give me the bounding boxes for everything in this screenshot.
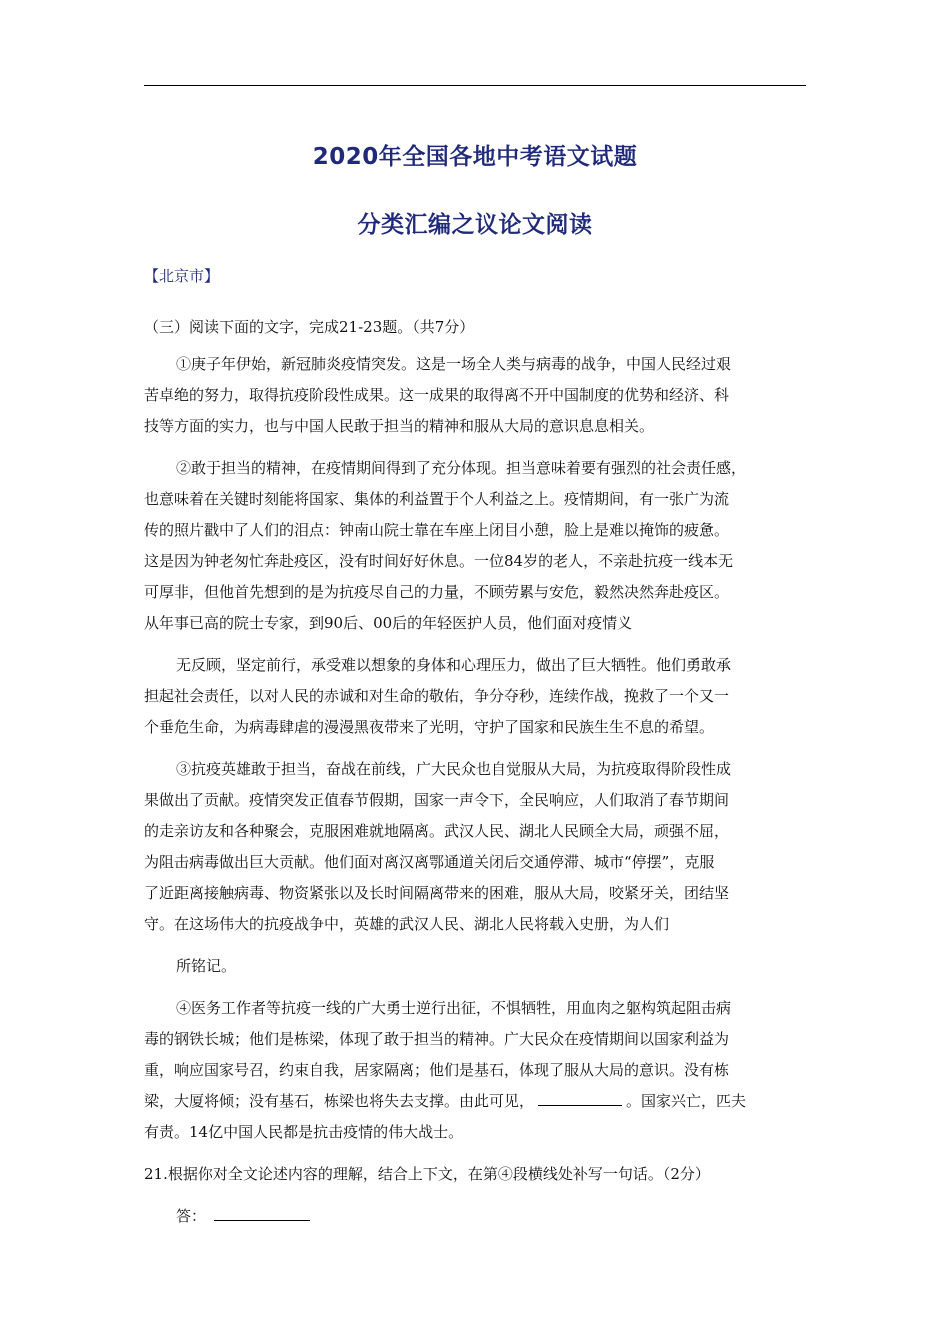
paragraph-line: 技等方面的实力，也与中国人民敢于担当的精神和服从大局的意识息息相关。: [144, 417, 655, 435]
header-rule: [144, 85, 806, 86]
paragraph-line: ②敢于担当的精神，在疫情期间得到了充分体现。担当意味着要有强烈的社会责任感，: [176, 459, 747, 477]
paragraph-line: 的走亲访友和各种聚会，克服困难就地隔离。武汉人民、湖北人民顾全大局，顽强不屈，: [144, 822, 730, 840]
paragraph-line: 无反顾，坚定前行，承受难以想象的身体和心理压力，做出了巨大牺牲。他们勇敢承: [176, 656, 732, 674]
answer-line: [176, 1206, 310, 1226]
paragraph-text: 梁，大厦将倾；没有基石，栋梁也将失去支撑。由此可见，: [144, 1092, 535, 1110]
paragraph-line: 所铭记。: [176, 957, 237, 975]
paragraph-text: 。国家兴亡，匹夫: [626, 1092, 747, 1110]
paragraph-line: 果做出了贡献。疫情突发正值春节假期，国家一声令下，全民响应，人们取消了春节期间: [144, 791, 730, 809]
region-label: 【北京市】: [144, 267, 220, 285]
document-subtitle: 分类汇编之议论文阅读: [357, 212, 593, 238]
answer-blank[interactable]: [214, 1206, 310, 1221]
question-21: 21.根据你对全文论述内容的理解，结合上下文，在第④段横线处补写一句话。（2分）: [144, 1165, 710, 1183]
answer-label: 答：: [176, 1207, 207, 1225]
paragraph-line: 这是因为钟老匆忙奔赴疫区，没有时间好好休息。一位84岁的老人，不亲赴抗疫一线本无: [144, 552, 734, 570]
reading-instruction: （三）阅读下面的文字，完成21-23题。（共7分）: [144, 318, 475, 336]
paragraph-line-with-blank: [144, 1091, 746, 1111]
paragraph-line: 从年事已高的院士专家，到90后、00后的年轻医护人员，他们面对疫情义: [144, 614, 633, 632]
paragraph-line: 也意味着在关键时刻能将国家、集体的利益置于个人利益之上。疫情期间，有一张广为流: [144, 490, 730, 508]
fill-in-blank[interactable]: [538, 1091, 622, 1106]
paragraph-line: ③抗疫英雄敢于担当，奋战在前线，广大民众也自觉服从大局，为抗疫取得阶段性成: [176, 760, 732, 778]
paragraph-line: 可厚非，但他首先想到的是为抗疫尽自己的力量，不顾劳累与安危，毅然决然奔赴疫区。: [144, 583, 730, 601]
paragraph-line: ①庚子年伊始，新冠肺炎疫情突发。这是一场全人类与病毒的战争，中国人民经过艰: [176, 355, 732, 373]
paragraph-line: 传的照片戳中了人们的泪点：钟南山院士靠在车座上闭目小憩，脸上是难以掩饰的疲惫。: [144, 521, 730, 539]
paragraph-line: 了近距离接触病毒、物资紧张以及长时间隔离带来的困难，服从大局，咬紧牙关，团结坚: [144, 884, 730, 902]
paragraph-line: 毒的钢铁长城；他们是栋梁，体现了敢于担当的精神。广大民众在疫情期间以国家利益为: [144, 1030, 730, 1048]
paragraph-line: 担起社会责任，以对人民的赤诚和对生命的敬佑，争分夺秒，连续作战，挽救了一个又一: [144, 687, 730, 705]
paragraph-line: 守。在这场伟大的抗疫战争中，英雄的武汉人民、湖北人民将载入史册，为人们: [144, 915, 670, 933]
paragraph-line: ④医务工作者等抗疫一线的广大勇士逆行出征，不惧牺牲，用血肉之躯构筑起阻击病: [176, 999, 732, 1017]
document-title: 2020年全国各地中考语文试题: [312, 144, 638, 170]
paragraph-line: 有责。14亿中国人民都是抗击疫情的伟大战士。: [144, 1123, 464, 1141]
paragraph-line: 个垂危生命，为病毒肆虐的漫漫黑夜带来了光明，守护了国家和民族生生不息的希望。: [144, 718, 715, 736]
paragraph-line: 为阻击病毒做出巨大贡献。他们面对离汉离鄂通道关闭后交通停滞、城市“停摆”，克服: [144, 853, 715, 871]
paragraph-line: 重，响应国家号召，约束自我，居家隔离；他们是基石，体现了服从大局的意识。没有栋: [144, 1061, 730, 1079]
paragraph-line: 苦卓绝的努力，取得抗疫阶段性成果。这一成果的取得离不开中国制度的优势和经济、科: [144, 386, 730, 404]
